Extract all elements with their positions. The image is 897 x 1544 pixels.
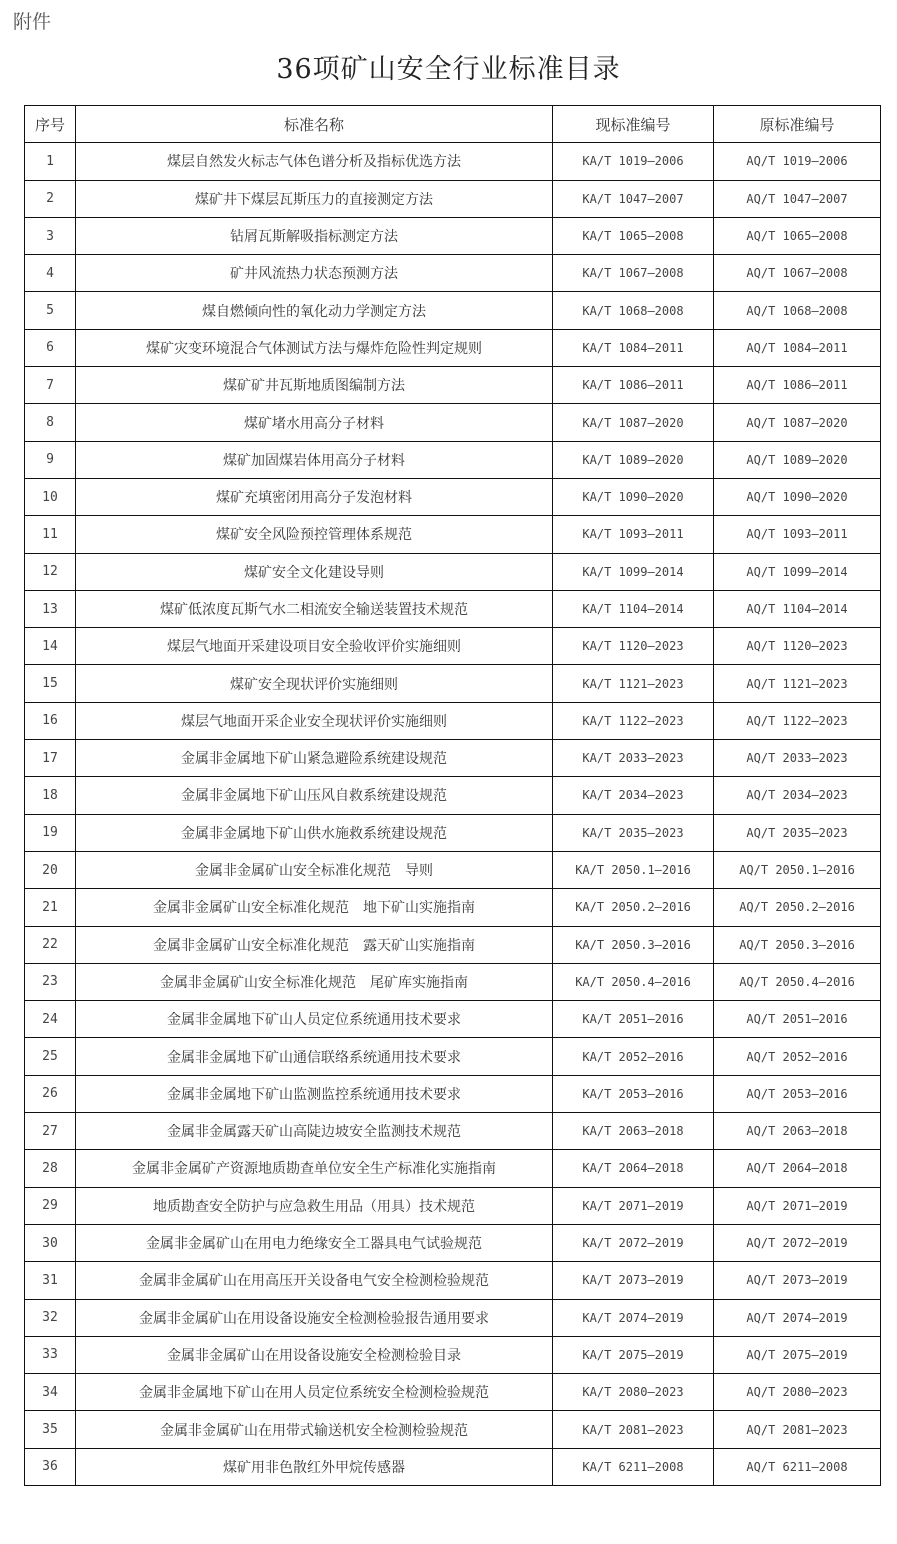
table-row: [25, 1299, 881, 1336]
table-row: [25, 1075, 881, 1112]
original-standard-code: AQ/T 2064—2018: [714, 1150, 881, 1187]
row-number: 19: [25, 814, 76, 851]
current-standard-code: KA/T 1086—2011: [553, 367, 714, 404]
table-row: [25, 628, 881, 665]
table-row: [25, 889, 881, 926]
standard-name: 金属非金属矿山安全标准化规范 露天矿山实施指南: [76, 926, 553, 963]
original-standard-code: AQ/T 1065—2008: [714, 217, 881, 254]
original-standard-code: AQ/T 1068—2008: [714, 292, 881, 329]
standard-name: 金属非金属矿山在用带式输送机安全检测检验规范: [76, 1411, 553, 1448]
standard-name: 煤层气地面开采建设项目安全验收评价实施细则: [76, 628, 553, 665]
original-standard-code: AQ/T 2050.1—2016: [714, 851, 881, 888]
current-standard-code: KA/T 1093—2011: [553, 516, 714, 553]
current-standard-code: KA/T 2063—2018: [553, 1113, 714, 1150]
current-standard-code: KA/T 2034—2023: [553, 777, 714, 814]
current-standard-code: KA/T 1019—2006: [553, 143, 714, 180]
table-row: [25, 1262, 881, 1299]
original-standard-code: AQ/T 2034—2023: [714, 777, 881, 814]
table-row: [25, 1113, 881, 1150]
table-row: [25, 1336, 881, 1373]
row-number: 11: [25, 516, 76, 553]
original-standard-code: AQ/T 2071—2019: [714, 1187, 881, 1224]
original-standard-code: AQ/T 2050.4—2016: [714, 963, 881, 1000]
table-row: [25, 1411, 881, 1448]
row-number: 16: [25, 702, 76, 739]
row-number: 29: [25, 1187, 76, 1224]
current-standard-code: KA/T 1089—2020: [553, 441, 714, 478]
table-row: [25, 404, 881, 441]
original-standard-code: AQ/T 2080—2023: [714, 1374, 881, 1411]
row-number: 7: [25, 367, 76, 404]
table-row: [25, 255, 881, 292]
original-standard-code: AQ/T 1047—2007: [714, 180, 881, 217]
row-number: 18: [25, 777, 76, 814]
original-standard-code: AQ/T 2033—2023: [714, 740, 881, 777]
standard-name: 金属非金属地下矿山人员定位系统通用技术要求: [76, 1001, 553, 1038]
standard-name: 金属非金属矿山在用电力绝缘安全工器具电气试验规范: [76, 1224, 553, 1261]
table-row: [25, 590, 881, 627]
row-number: 34: [25, 1374, 76, 1411]
current-standard-code: KA/T 1099—2014: [553, 553, 714, 590]
original-standard-code: AQ/T 2074—2019: [714, 1299, 881, 1336]
table-row: [25, 217, 881, 254]
document-title: 36项矿山安全行业标准目录: [276, 54, 621, 85]
current-standard-code: KA/T 6211—2008: [553, 1448, 714, 1485]
standard-name: 金属非金属地下矿山紧急避险系统建设规范: [76, 740, 553, 777]
table-row: [25, 814, 881, 851]
current-standard-code: KA/T 2064—2018: [553, 1150, 714, 1187]
current-standard-code: KA/T 2050.3—2016: [553, 926, 714, 963]
row-number: 14: [25, 628, 76, 665]
original-standard-code: AQ/T 2053—2016: [714, 1075, 881, 1112]
original-standard-code: AQ/T 1067—2008: [714, 255, 881, 292]
standard-name: 金属非金属矿山安全标准化规范 尾矿库实施指南: [76, 963, 553, 1000]
table-row: [25, 1448, 881, 1485]
row-number: 2: [25, 180, 76, 217]
header-no: 序号: [25, 106, 76, 143]
standard-name: 煤矿矿井瓦斯地质图编制方法: [76, 367, 553, 404]
current-standard-code: KA/T 2050.2—2016: [553, 889, 714, 926]
standard-name: 金属非金属地下矿山压风自救系统建设规范: [76, 777, 553, 814]
standard-name: 煤矿加固煤岩体用高分子材料: [76, 441, 553, 478]
standard-name: 金属非金属矿产资源地质勘查单位安全生产标准化实施指南: [76, 1150, 553, 1187]
current-standard-code: KA/T 2033—2023: [553, 740, 714, 777]
row-number: 24: [25, 1001, 76, 1038]
original-standard-code: AQ/T 1104—2014: [714, 590, 881, 627]
standard-name: 地质勘查安全防护与应急救生用品（用具）技术规范: [76, 1187, 553, 1224]
current-standard-code: KA/T 2074—2019: [553, 1299, 714, 1336]
table-row: [25, 963, 881, 1000]
table-header-row: [25, 106, 881, 143]
current-standard-code: KA/T 2081—2023: [553, 1411, 714, 1448]
standard-name: 金属非金属地下矿山在用人员定位系统安全检测检验规范: [76, 1374, 553, 1411]
row-number: 31: [25, 1262, 76, 1299]
original-standard-code: AQ/T 2081—2023: [714, 1411, 881, 1448]
original-standard-code: AQ/T 2073—2019: [714, 1262, 881, 1299]
original-standard-code: AQ/T 2035—2023: [714, 814, 881, 851]
current-standard-code: KA/T 1065—2008: [553, 217, 714, 254]
standard-name: 金属非金属矿山安全标准化规范 导则: [76, 851, 553, 888]
standard-name: 矿井风流热力状态预测方法: [76, 255, 553, 292]
header-current-code: 现标准编号: [553, 106, 714, 143]
standard-name: 金属非金属矿山在用高压开关设备电气安全检测检验规范: [76, 1262, 553, 1299]
table-row: [25, 926, 881, 963]
current-standard-code: KA/T 2053—2016: [553, 1075, 714, 1112]
table-row: [25, 516, 881, 553]
standard-name: 煤矿堵水用高分子材料: [76, 404, 553, 441]
table-row: [25, 329, 881, 366]
original-standard-code: AQ/T 1087—2020: [714, 404, 881, 441]
original-standard-code: AQ/T 2050.3—2016: [714, 926, 881, 963]
current-standard-code: KA/T 2071—2019: [553, 1187, 714, 1224]
original-standard-code: AQ/T 6211—2008: [714, 1448, 881, 1485]
row-number: 15: [25, 665, 76, 702]
current-standard-code: KA/T 1068—2008: [553, 292, 714, 329]
table-row: [25, 740, 881, 777]
original-standard-code: AQ/T 1090—2020: [714, 478, 881, 515]
original-standard-code: AQ/T 1122—2023: [714, 702, 881, 739]
table-row: [25, 1038, 881, 1075]
table-row: [25, 1224, 881, 1261]
row-number: 33: [25, 1336, 76, 1373]
table-row: [25, 1187, 881, 1224]
current-standard-code: KA/T 1084—2011: [553, 329, 714, 366]
table-row: [25, 702, 881, 739]
row-number: 12: [25, 553, 76, 590]
current-standard-code: KA/T 1104—2014: [553, 590, 714, 627]
table-row: [25, 143, 881, 180]
table-row: [25, 367, 881, 404]
current-standard-code: KA/T 2050.1—2016: [553, 851, 714, 888]
standard-name: 煤矿用非色散红外甲烷传感器: [76, 1448, 553, 1485]
table-row: [25, 1150, 881, 1187]
current-standard-code: KA/T 1121—2023: [553, 665, 714, 702]
original-standard-code: AQ/T 1089—2020: [714, 441, 881, 478]
original-standard-code: AQ/T 2050.2—2016: [714, 889, 881, 926]
standard-name: 金属非金属露天矿山高陡边坡安全监测技术规范: [76, 1113, 553, 1150]
current-standard-code: KA/T 2050.4—2016: [553, 963, 714, 1000]
standard-name: 煤层气地面开采企业安全现状评价实施细则: [76, 702, 553, 739]
current-standard-code: KA/T 2080—2023: [553, 1374, 714, 1411]
standard-name: 煤矿低浓度瓦斯气水二相流安全输送装置技术规范: [76, 590, 553, 627]
original-standard-code: AQ/T 1019—2006: [714, 143, 881, 180]
row-number: 23: [25, 963, 76, 1000]
original-standard-code: AQ/T 1093—2011: [714, 516, 881, 553]
current-standard-code: KA/T 2073—2019: [553, 1262, 714, 1299]
standard-name: 金属非金属矿山在用设备设施安全检测检验目录: [76, 1336, 553, 1373]
table-body: [25, 143, 881, 1486]
standard-name: 煤矿安全现状评价实施细则: [76, 665, 553, 702]
table-row: [25, 441, 881, 478]
original-standard-code: AQ/T 2072—2019: [714, 1224, 881, 1261]
standard-name: 煤自燃倾向性的氧化动力学测定方法: [76, 292, 553, 329]
original-standard-code: AQ/T 1086—2011: [714, 367, 881, 404]
row-number: 35: [25, 1411, 76, 1448]
row-number: 22: [25, 926, 76, 963]
row-number: 25: [25, 1038, 76, 1075]
table-row: [25, 851, 881, 888]
table-row: [25, 1374, 881, 1411]
original-standard-code: AQ/T 2052—2016: [714, 1038, 881, 1075]
row-number: 3: [25, 217, 76, 254]
original-standard-code: AQ/T 1084—2011: [714, 329, 881, 366]
row-number: 21: [25, 889, 76, 926]
table-row: [25, 665, 881, 702]
table-row: [25, 1001, 881, 1038]
standard-name: 煤矿安全文化建设导则: [76, 553, 553, 590]
standard-name: 金属非金属地下矿山监测监控系统通用技术要求: [76, 1075, 553, 1112]
table-row: [25, 292, 881, 329]
current-standard-code: KA/T 1047—2007: [553, 180, 714, 217]
header-name: 标准名称: [76, 106, 553, 143]
row-number: 30: [25, 1224, 76, 1261]
row-number: 32: [25, 1299, 76, 1336]
row-number: 20: [25, 851, 76, 888]
row-number: 1: [25, 143, 76, 180]
current-standard-code: KA/T 2035—2023: [553, 814, 714, 851]
attachment-label: 附件: [13, 11, 52, 33]
original-standard-code: AQ/T 1121—2023: [714, 665, 881, 702]
original-standard-code: AQ/T 2075—2019: [714, 1336, 881, 1373]
row-number: 27: [25, 1113, 76, 1150]
current-standard-code: KA/T 1067—2008: [553, 255, 714, 292]
row-number: 28: [25, 1150, 76, 1187]
table-row: [25, 553, 881, 590]
current-standard-code: KA/T 2072—2019: [553, 1224, 714, 1261]
current-standard-code: KA/T 2051—2016: [553, 1001, 714, 1038]
current-standard-code: KA/T 1090—2020: [553, 478, 714, 515]
standards-table: [24, 105, 881, 1486]
row-number: 26: [25, 1075, 76, 1112]
original-standard-code: AQ/T 1120—2023: [714, 628, 881, 665]
standard-name: 金属非金属地下矿山通信联络系统通用技术要求: [76, 1038, 553, 1075]
row-number: 4: [25, 255, 76, 292]
standard-name: 煤矿安全风险预控管理体系规范: [76, 516, 553, 553]
standard-name: 金属非金属矿山安全标准化规范 地下矿山实施指南: [76, 889, 553, 926]
table-row: [25, 478, 881, 515]
current-standard-code: KA/T 2075—2019: [553, 1336, 714, 1373]
standard-name: 煤矿灾变环境混合气体测试方法与爆炸危险性判定规则: [76, 329, 553, 366]
original-standard-code: AQ/T 2051—2016: [714, 1001, 881, 1038]
row-number: 10: [25, 478, 76, 515]
standard-name: 煤矿充填密闭用高分子发泡材料: [76, 478, 553, 515]
standard-name: 煤层自然发火标志气体色谱分析及指标优选方法: [76, 143, 553, 180]
row-number: 6: [25, 329, 76, 366]
row-number: 17: [25, 740, 76, 777]
row-number: 5: [25, 292, 76, 329]
original-standard-code: AQ/T 2063—2018: [714, 1113, 881, 1150]
row-number: 13: [25, 590, 76, 627]
current-standard-code: KA/T 1087—2020: [553, 404, 714, 441]
original-standard-code: AQ/T 1099—2014: [714, 553, 881, 590]
standard-name: 煤矿井下煤层瓦斯压力的直接测定方法: [76, 180, 553, 217]
current-standard-code: KA/T 1120—2023: [553, 628, 714, 665]
row-number: 36: [25, 1448, 76, 1485]
header-original-code: 原标准编号: [714, 106, 881, 143]
table-row: [25, 777, 881, 814]
row-number: 9: [25, 441, 76, 478]
table-row: [25, 180, 881, 217]
current-standard-code: KA/T 2052—2016: [553, 1038, 714, 1075]
standard-name: 金属非金属矿山在用设备设施安全检测检验报告通用要求: [76, 1299, 553, 1336]
standard-name: 金属非金属地下矿山供水施救系统建设规范: [76, 814, 553, 851]
standard-name: 钻屑瓦斯解吸指标测定方法: [76, 217, 553, 254]
row-number: 8: [25, 404, 76, 441]
current-standard-code: KA/T 1122—2023: [553, 702, 714, 739]
